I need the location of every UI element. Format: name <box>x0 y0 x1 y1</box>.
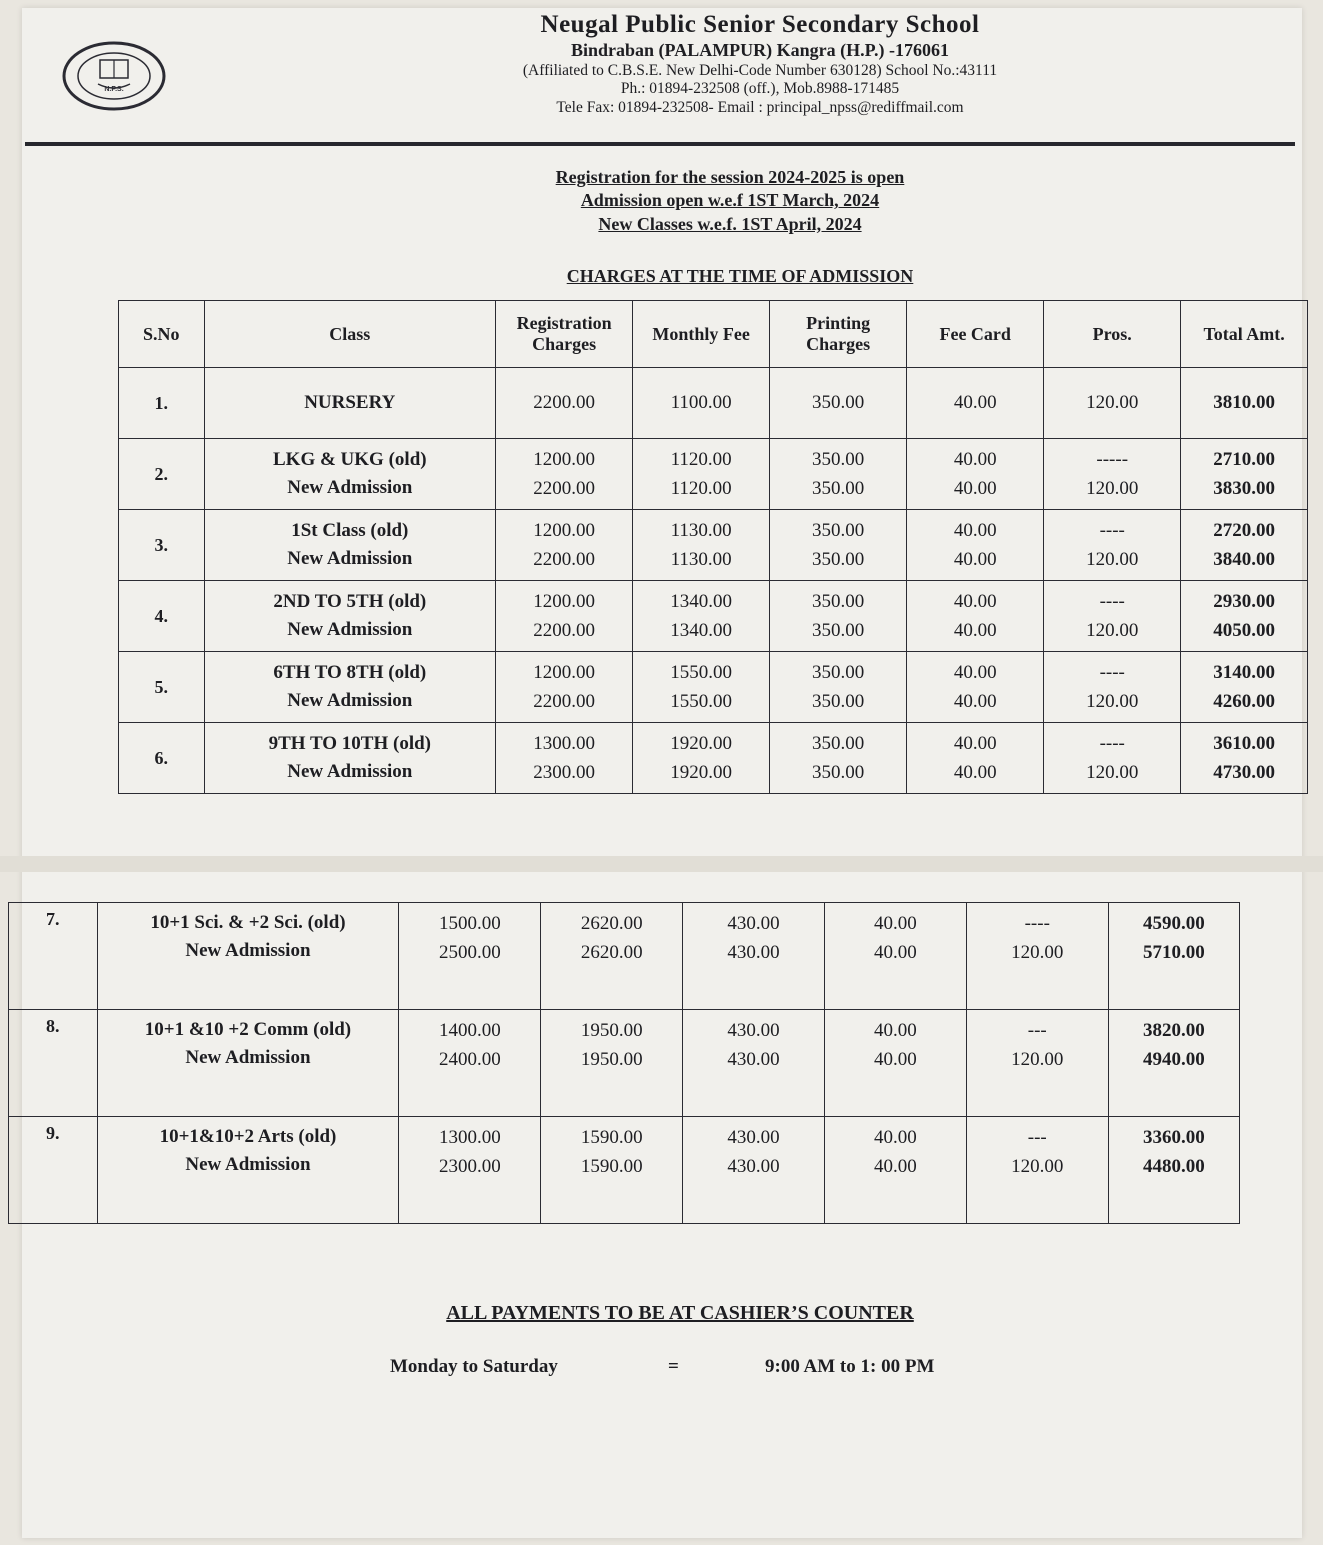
cell-sno-line-1: 2. <box>154 463 168 484</box>
cell-fee-card-line-2: 40.00 <box>874 1156 917 1178</box>
cell-total-line-1: 3610.00 <box>1213 732 1275 754</box>
cell-monthly-line-1: 1590.00 <box>580 1127 643 1148</box>
cell-total-line-2: 5710.00 <box>1142 942 1205 964</box>
header-fee-card: Fee Card <box>907 301 1044 368</box>
cell-pros-line-2: 120.00 <box>1086 478 1139 499</box>
cell-sno <box>9 903 98 1010</box>
cell-fee-card <box>907 581 1044 652</box>
cell-total-line-1: 3820.00 <box>1142 1020 1205 1041</box>
notice-line-2: Admission open w.e.f 1ST March, 2024 <box>580 190 880 211</box>
notice-line-3: New Classes w.e.f. 1ST April, 2024 <box>598 213 862 234</box>
cell-total <box>1181 723 1308 794</box>
cell-monthly <box>541 903 683 1010</box>
cell-printing-line-1: 430.00 <box>727 913 780 934</box>
cell-monthly-line-2: 1950.00 <box>580 1049 643 1071</box>
cell-fee-card <box>824 1010 966 1117</box>
table-row <box>119 368 1308 439</box>
table-row <box>9 1117 1240 1224</box>
cell-registration-line-1: 1400.00 <box>438 1020 501 1041</box>
cell-registration <box>496 368 633 439</box>
table-row <box>9 903 1240 1010</box>
cell-total-line-1: 2710.00 <box>1213 448 1275 470</box>
cell-pros-line-1: ---- <box>1099 590 1125 612</box>
table-row <box>119 581 1308 652</box>
cell-monthly <box>633 652 770 723</box>
header-class: Class <box>204 301 496 368</box>
cell-printing <box>683 1117 825 1224</box>
cell-sno-line-1: 8. <box>46 1016 60 1036</box>
cell-registration-line-2: 2300.00 <box>533 762 595 783</box>
cell-registration-line-2: 2200.00 <box>533 620 595 641</box>
cell-fee-card-line-2: 40.00 <box>953 549 997 570</box>
cell-class-line-1: 9TH TO 10TH (old) <box>268 733 432 755</box>
cell-class-line-2: New Admission <box>287 548 413 569</box>
cell-registration-line-1: 1300.00 <box>533 732 595 754</box>
table-row <box>119 652 1308 723</box>
cell-printing-line-1: 350.00 <box>812 519 865 541</box>
cell-total <box>1181 368 1308 439</box>
cell-monthly-line-2: 1590.00 <box>580 1156 643 1178</box>
cell-fee-card-line-2: 40.00 <box>953 620 997 641</box>
cell-monthly <box>633 723 770 794</box>
cell-class-line-1: 10+1 Sci. & +2 Sci. (old) <box>150 912 346 933</box>
header-monthly: Monthly Fee <box>633 301 770 368</box>
cell-fee-card-line-2: 40.00 <box>953 691 997 712</box>
cell-total-line-2: 4730.00 <box>1213 762 1275 783</box>
cell-registration <box>496 439 633 510</box>
cell-sno <box>119 652 205 723</box>
cell-pros <box>1044 510 1181 581</box>
table-header-row <box>119 301 1308 368</box>
cell-sno-line-1: 6. <box>154 747 168 768</box>
cell-registration-line-2: 2300.00 <box>438 1156 501 1178</box>
cell-registration-line-1: 2200.00 <box>533 392 595 414</box>
phone-line: Ph.: 01894-232508 (off.), Mob.8988-171485 <box>620 80 900 98</box>
cell-printing <box>770 510 907 581</box>
cell-total-line-2: 4480.00 <box>1142 1156 1205 1178</box>
cell-sno <box>119 723 205 794</box>
cell-sno <box>9 1117 98 1224</box>
cell-fee-card <box>907 439 1044 510</box>
cell-registration-line-1: 1500.00 <box>438 913 501 934</box>
header-rule <box>25 142 1295 146</box>
cell-pros-line-2: 120.00 <box>1086 691 1139 712</box>
office-hours: 9:00 AM to 1: 00 PM <box>765 1356 935 1377</box>
cell-fee-card-line-1: 40.00 <box>953 590 997 612</box>
cell-total <box>1108 1010 1239 1117</box>
cell-total <box>1108 1117 1239 1224</box>
cell-monthly-line-1: 1100.00 <box>670 392 732 414</box>
cell-pros-line-1: --- <box>1027 1127 1047 1148</box>
cell-pros <box>1044 723 1181 794</box>
cell-pros-line-2: 120.00 <box>1011 1156 1064 1178</box>
cell-class-line-1: NURSERY <box>304 392 396 414</box>
cell-printing-line-2: 430.00 <box>727 1156 780 1178</box>
cell-class-line-1: 10+1&10+2 Arts (old) <box>159 1126 337 1147</box>
cell-total-line-1: 2720.00 <box>1213 519 1275 541</box>
cell-monthly-line-1: 1130.00 <box>670 519 732 541</box>
fee-table-continued <box>8 902 1240 1224</box>
cell-registration <box>399 1010 541 1117</box>
cell-registration-line-1: 1300.00 <box>438 1127 501 1148</box>
cell-printing-line-2: 350.00 <box>812 762 865 783</box>
cell-fee-card-line-2: 40.00 <box>874 1049 917 1071</box>
cell-sno <box>119 581 205 652</box>
cell-class-line-2: New Admission <box>287 619 413 640</box>
school-address: Bindraban (PALAMPUR) Kangra (H.P.) -176061 <box>571 40 949 60</box>
cell-printing-line-1: 350.00 <box>812 590 865 612</box>
table-row <box>9 1010 1240 1117</box>
cell-total <box>1108 903 1239 1010</box>
cell-fee-card-line-1: 40.00 <box>953 732 997 754</box>
cell-class <box>97 903 399 1010</box>
fax-email-line: Tele Fax: 01894-232508- Email : principal_npss@rediffmail.com <box>556 98 964 116</box>
cell-sno-line-1: 3. <box>154 534 168 555</box>
cell-fee-card <box>907 368 1044 439</box>
cell-monthly <box>633 581 770 652</box>
cell-fee-card <box>907 723 1044 794</box>
cell-printing-line-2: 350.00 <box>812 549 865 570</box>
cell-printing-line-2: 350.00 <box>812 478 865 499</box>
cell-class-line-1: 10+1 &10 +2 Comm (old) <box>144 1019 352 1040</box>
cell-class-line-1: 1St Class (old) <box>291 520 409 542</box>
cell-sno <box>119 368 205 439</box>
cell-pros-line-1: ---- <box>1099 519 1125 541</box>
cell-total-line-2: 3830.00 <box>1213 478 1275 499</box>
cell-total <box>1181 439 1308 510</box>
cell-monthly-line-1: 1920.00 <box>670 732 733 754</box>
cell-total-line-1: 3140.00 <box>1213 661 1275 683</box>
cell-class <box>204 510 496 581</box>
cell-sno-line-1: 4. <box>154 605 168 626</box>
cell-registration-line-2: 2500.00 <box>438 942 501 964</box>
cell-pros-line-2: 120.00 <box>1086 762 1139 783</box>
cell-class <box>204 368 496 439</box>
cell-monthly <box>633 439 770 510</box>
cell-sno-line-1: 7. <box>46 909 60 929</box>
cell-pros-line-2: 120.00 <box>1086 620 1139 641</box>
cell-class <box>204 723 496 794</box>
cell-class-line-2: New Admission <box>287 690 413 711</box>
cell-fee-card <box>824 1117 966 1224</box>
cell-pros-line-1: ---- <box>1099 732 1125 754</box>
cell-printing-line-1: 430.00 <box>727 1020 780 1041</box>
cell-pros <box>966 1010 1108 1117</box>
fee-table-continued-body <box>9 903 1240 1224</box>
cell-monthly <box>541 1117 683 1224</box>
table-row <box>119 723 1308 794</box>
cell-total-line-1: 3810.00 <box>1213 392 1275 414</box>
cell-class-line-1: LKG & UKG (old) <box>273 449 427 471</box>
cell-printing-line-1: 350.00 <box>812 448 865 470</box>
cell-pros-line-1: 120.00 <box>1086 392 1139 414</box>
cell-class <box>97 1010 399 1117</box>
cell-total-line-2: 4260.00 <box>1213 691 1275 712</box>
cell-pros <box>966 1117 1108 1224</box>
cell-fee-card-line-1: 40.00 <box>874 913 917 934</box>
cell-printing-line-2: 350.00 <box>812 620 865 641</box>
cell-registration-line-2: 2400.00 <box>438 1049 501 1071</box>
cell-pros <box>1044 439 1181 510</box>
cell-printing-line-2: 430.00 <box>727 1049 780 1071</box>
cell-total-line-1: 4590.00 <box>1142 913 1205 934</box>
registration-notice <box>470 166 990 236</box>
office-days: Monday to Saturday <box>390 1356 558 1377</box>
cell-monthly-line-1: 1120.00 <box>670 448 732 470</box>
cell-class <box>204 652 496 723</box>
cell-total <box>1181 510 1308 581</box>
cell-printing <box>770 652 907 723</box>
cell-pros <box>1044 581 1181 652</box>
cell-pros <box>1044 652 1181 723</box>
fee-table <box>118 300 1308 794</box>
cell-class-line-2: New Admission <box>287 761 413 782</box>
cell-printing-line-1: 350.00 <box>812 661 865 683</box>
svg-text:N.P.S.: N.P.S. <box>104 86 124 93</box>
cell-pros-line-2: 120.00 <box>1086 549 1139 570</box>
cell-pros-line-1: ----- <box>1096 448 1129 470</box>
table-row <box>119 439 1308 510</box>
cell-monthly-line-2: 1550.00 <box>670 691 733 712</box>
cell-monthly-line-1: 1950.00 <box>580 1020 643 1041</box>
fee-table-body <box>119 368 1308 794</box>
cell-class-line-1: 6TH TO 8TH (old) <box>273 662 427 684</box>
page-separator <box>0 856 1323 872</box>
cell-fee-card <box>907 652 1044 723</box>
cell-registration <box>496 723 633 794</box>
cell-registration <box>496 510 633 581</box>
cell-printing-line-1: 430.00 <box>727 1127 780 1148</box>
notice-line-1: Registration for the session 2024-2025 is open <box>555 167 905 187</box>
cell-monthly-line-2: 1120.00 <box>670 478 732 499</box>
equals-sign: = <box>668 1356 679 1377</box>
cell-total-line-2: 4940.00 <box>1142 1049 1205 1071</box>
cell-sno <box>119 439 205 510</box>
cell-registration-line-2: 2200.00 <box>533 549 595 570</box>
cell-fee-card-line-1: 40.00 <box>874 1127 917 1148</box>
cell-monthly-line-2: 1920.00 <box>670 762 733 783</box>
header-sno: S.No <box>119 301 205 368</box>
header-registration: Registration Charges <box>496 301 633 368</box>
cell-total-line-1: 3360.00 <box>1142 1127 1205 1148</box>
cell-pros-line-1: ---- <box>1024 913 1050 934</box>
cell-pros <box>966 903 1108 1010</box>
cell-monthly <box>541 1010 683 1117</box>
cell-class <box>97 1117 399 1224</box>
cell-pros-line-2: 120.00 <box>1011 1049 1064 1071</box>
cell-monthly-line-2: 1130.00 <box>670 549 732 570</box>
cell-total-line-2: 3840.00 <box>1213 549 1275 570</box>
cell-sno-line-1: 9. <box>46 1123 60 1143</box>
cell-registration <box>399 1117 541 1224</box>
cell-total <box>1181 581 1308 652</box>
cell-printing-line-1: 350.00 <box>812 732 865 754</box>
cell-fee-card-line-2: 40.00 <box>953 478 997 499</box>
cell-pros-line-1: --- <box>1027 1020 1047 1041</box>
cell-printing <box>683 1010 825 1117</box>
cell-pros-line-1: ---- <box>1099 661 1125 683</box>
cell-sno <box>119 510 205 581</box>
cell-fee-card <box>907 510 1044 581</box>
cell-registration <box>496 581 633 652</box>
cell-class-line-2: New Admission <box>287 477 413 498</box>
cell-class <box>204 581 496 652</box>
payment-instruction: ALL PAYMENTS TO BE AT CASHIER’S COUNTER <box>446 1302 914 1324</box>
cell-monthly-line-2: 1340.00 <box>670 620 733 641</box>
cell-sno <box>9 1010 98 1117</box>
school-logo <box>60 40 168 112</box>
cell-printing <box>770 581 907 652</box>
cell-printing-line-2: 350.00 <box>812 691 865 712</box>
cell-monthly-line-1: 1550.00 <box>670 661 733 683</box>
cell-sno-line-1: 5. <box>154 676 168 697</box>
cell-fee-card-line-2: 40.00 <box>953 762 997 783</box>
cell-fee-card-line-1: 40.00 <box>953 519 997 541</box>
cell-class <box>204 439 496 510</box>
cell-printing-line-2: 430.00 <box>727 942 780 964</box>
cell-printing-line-1: 350.00 <box>812 392 865 414</box>
cell-registration-line-1: 1200.00 <box>533 519 595 541</box>
header-pros: Pros. <box>1044 301 1181 368</box>
affiliation-line: (Affiliated to C.B.S.E. New Delhi-Code Number 630128) School No.:43111 <box>522 61 998 79</box>
cell-registration <box>496 652 633 723</box>
table-row <box>119 510 1308 581</box>
school-name: Neugal Public Senior Secondary School <box>540 11 980 38</box>
cell-sno-line-1: 1. <box>154 392 168 413</box>
cell-monthly-line-2: 2620.00 <box>580 942 643 964</box>
cell-fee-card-line-2: 40.00 <box>874 942 917 964</box>
cell-fee-card-line-1: 40.00 <box>953 392 997 414</box>
cell-class-line-2: New Admission <box>185 939 311 961</box>
cell-fee-card-line-1: 40.00 <box>953 448 997 470</box>
cell-printing <box>683 903 825 1010</box>
cell-monthly <box>633 510 770 581</box>
cell-registration-line-1: 1200.00 <box>533 448 595 470</box>
cell-registration <box>399 903 541 1010</box>
cell-class-line-1: 2ND TO 5TH (old) <box>273 591 427 613</box>
cell-class-line-2: New Admission <box>185 1046 311 1068</box>
charges-title: CHARGES AT THE TIME OF ADMISSION <box>566 266 914 286</box>
cell-fee-card-line-1: 40.00 <box>953 661 997 683</box>
cell-registration-line-2: 2200.00 <box>533 478 595 499</box>
cell-registration-line-1: 1200.00 <box>533 590 595 612</box>
cell-monthly <box>633 368 770 439</box>
cell-pros-line-2: 120.00 <box>1011 942 1064 964</box>
cell-fee-card <box>824 903 966 1010</box>
cell-class-line-2: New Admission <box>185 1153 311 1175</box>
cell-printing <box>770 723 907 794</box>
cell-registration-line-1: 1200.00 <box>533 661 595 683</box>
cell-printing <box>770 439 907 510</box>
cell-fee-card-line-1: 40.00 <box>874 1020 917 1041</box>
cell-monthly-line-1: 2620.00 <box>580 913 643 934</box>
header-printing: Printing Charges <box>770 301 907 368</box>
cell-monthly-line-1: 1340.00 <box>670 590 733 612</box>
cell-total <box>1181 652 1308 723</box>
cell-printing <box>770 368 907 439</box>
cell-total-line-2: 4050.00 <box>1213 620 1275 641</box>
header-total: Total Amt. <box>1181 301 1308 368</box>
cell-total-line-1: 2930.00 <box>1213 590 1275 612</box>
cell-registration-line-2: 2200.00 <box>533 691 595 712</box>
cell-pros <box>1044 368 1181 439</box>
school-header <box>440 10 1080 117</box>
